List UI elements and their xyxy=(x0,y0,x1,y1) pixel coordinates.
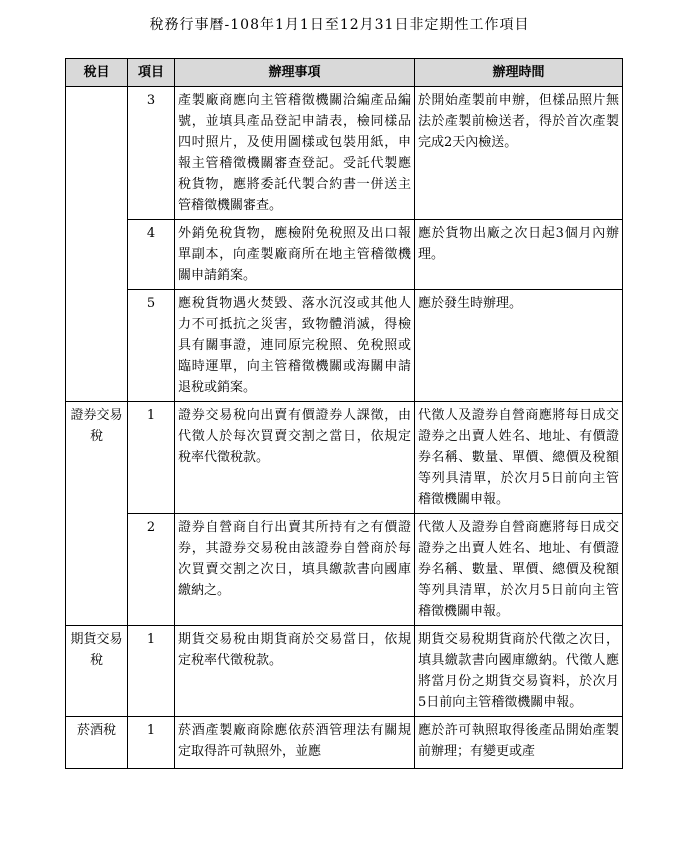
table-row xyxy=(66,87,623,220)
matter-cell xyxy=(175,717,415,769)
item-number: 1 xyxy=(128,402,175,514)
tax-schedule-table xyxy=(65,58,623,769)
matter-cell: 證券交易稅向出賣有價證券人課徵，由代徵人於每次買賣交割之當日，依規定稅率代徵稅款。 xyxy=(175,402,415,514)
category-cell: 菸酒稅 xyxy=(66,717,128,769)
table-row xyxy=(66,717,623,769)
table-row xyxy=(66,402,623,514)
timing-cell: 於開始產製前申辦，但樣品照片無法於產製前檢送者，得於首次產製完成2天內檢送。 xyxy=(415,87,623,220)
header-item: 項目 xyxy=(128,59,175,87)
timing-cell: 代徵人及證券自營商應將每日成交證券之出賣人姓名、地址、有價證券名稱、數量、單價、總價及稅額等列具清單，於次月5日前向主管稽徵機關申報。 xyxy=(415,514,623,626)
item-number: 1 xyxy=(128,717,175,769)
matter-cell: 產製廠商應向主管稽徵機關洽編產品編號，並填具產品登記申請表，檢同樣品四吋照片，及使用圖樣或包裝用紙，申報主管稽徵機關審查登記。受託代製應稅貨物，應將委託代製合約書一併送主管稽徵機關審查。 xyxy=(175,87,415,220)
matter-cell: 證券自營商自行出賣其所持有之有價證券，其證券交易稅由該證券自營商於每次買賣交割之次日，填具繳款書向國庫繳納之。 xyxy=(175,514,415,626)
table-header-row xyxy=(66,59,623,87)
category-cell: 證券交易稅 xyxy=(66,402,128,626)
timing-cell: 應於發生時辦理。 xyxy=(415,290,623,402)
item-number: 2 xyxy=(128,514,175,626)
category-cell xyxy=(66,87,128,402)
category-cell: 期貨交易稅 xyxy=(66,626,128,717)
item-number: 3 xyxy=(128,87,175,220)
document-title: 稅務行事曆-108年1月1日至12月31日非定期性工作項目 xyxy=(149,17,530,33)
matter-cell: 外銷免稅貨物，應檢附免稅照及出口報單副本，向產製廠商所在地主管稽徵機關申請銷案。 xyxy=(175,220,415,290)
timing-text: 應於許可執照取得後產品開始產製前辦理；有變更或產 xyxy=(418,723,619,759)
table-row xyxy=(66,220,623,290)
timing-cell: 應於貨物出廠之次日起3個月內辦理。 xyxy=(415,220,623,290)
table-row xyxy=(66,514,623,626)
header-timing: 辦理時間 xyxy=(415,59,623,87)
matter-cell: 期貨交易稅由期貨商於交易當日，依規定稅率代徵稅款。 xyxy=(175,626,415,717)
item-number: 5 xyxy=(128,290,175,402)
header-tax-type: 稅目 xyxy=(66,59,128,87)
table-row xyxy=(66,290,623,402)
matter-cell: 應稅貨物遇火焚毀、落水沉沒或其他人力不可抵抗之災害，致物體消滅，得檢具有關事證，連同原完稅照、免稅照或臨時運單，向主管稽徵機關或海關申請退稅或銷案。 xyxy=(175,290,415,402)
matter-text: 菸酒產製廠商除應依菸酒管理法有關規定取得許可執照外，並應 xyxy=(178,723,411,759)
header-matter: 辦理事項 xyxy=(175,59,415,87)
table-row xyxy=(66,626,623,717)
timing-cell: 期貨交易稅期貨商於代徵之次日，填具繳款書向國庫繳納。代徵人應將當月份之期貨交易資料，於次月5日前向主管稽徵機關申報。 xyxy=(415,626,623,717)
timing-cell: 代徵人及證券自營商應將每日成交證券之出賣人姓名、地址、有價證券名稱、數量、單價、總價及稅額等列具清單，於次月5日前向主管稽徵機關申報。 xyxy=(415,402,623,514)
timing-cell xyxy=(415,717,623,769)
item-number: 4 xyxy=(128,220,175,290)
item-number: 1 xyxy=(128,626,175,717)
